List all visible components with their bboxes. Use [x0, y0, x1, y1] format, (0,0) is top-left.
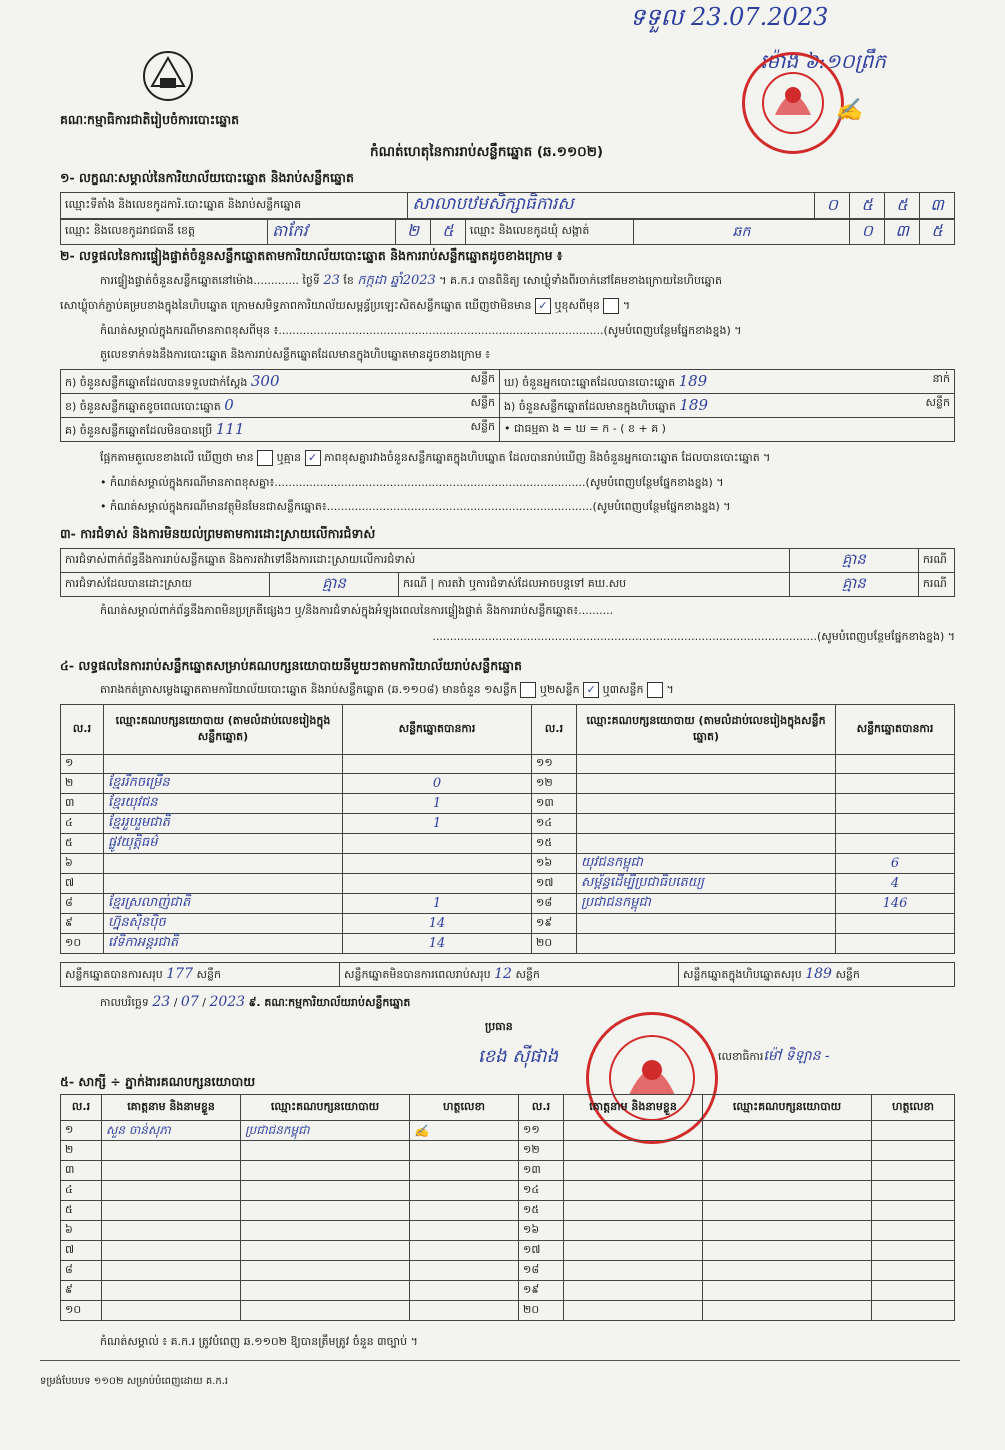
committee-name: គណៈកម្មាធិការជាតិរៀបចំការបោះឆ្នោត — [60, 112, 240, 127]
witness-no: ១ — [61, 1121, 102, 1141]
party-votes: 0 — [343, 774, 532, 794]
table-intro: តួលេខទាក់ទងនឹងការបោះឆ្នោត និងការរាប់សន្លឹកឆ្នោតដែលមានក្នុងហិបឆ្នោតមានដូចខាងក្រោម ៖ — [100, 348, 491, 361]
complaints-note-2: ..............................................................................................................(សូមបំពេញបន្ថែមផ្នែកខាងខ្នង) ។ — [432, 630, 955, 643]
verify-day: 23 — [323, 273, 340, 288]
date-line: កាលបរិច្ឆេទ 23 / 07 / 2023 ៩. គណៈកម្មការិយាល័យរាប់សន្លឹកឆ្នោត — [100, 994, 411, 1010]
checkbox-correct[interactable]: ✓ — [535, 298, 551, 314]
party-no: ២ — [61, 774, 104, 794]
party-name: យុវជនកម្ពុជា — [577, 854, 836, 874]
party-name — [577, 814, 836, 834]
party-votes — [836, 794, 955, 814]
section-4-sheets: តារាងកត់ត្រាសម្លេងឆ្នោតតាមការិយាល័យបោះឆ្នោត និងរាប់សន្លឹកឆ្នោត (ឆ.១១០៨) មានចំនួន ១សន្លឹក ឬ២សន្លឹក ✓ ឬ៣សន្លឹក ។ — [100, 683, 674, 696]
witness-no: ៩ — [61, 1281, 102, 1301]
witness-signature — [872, 1241, 955, 1261]
witness-signature — [872, 1281, 955, 1301]
party-name: ខ្មែរស្រលាញ់ជាតិ — [104, 894, 343, 914]
section-2-paragraph: ការផ្ទៀងផ្ទាត់ចំនួនសន្លឹកឆ្នោតនៅម៉ោង............. ថ្ងៃទី 23 ខែ កក្កដា ឆ្នាំ2023 ។ គ.ក.រ បានពិនិត្យ សោឃ្លុំទាំងពីរចាក់នៅគែមខាងក្រោយនៃហិបឆ្នោត — [100, 273, 722, 288]
col-party-left: ឈ្មោះគណបក្សនយោបាយ (តាមលំដាប់លេខរៀងក្នុងសន្លឹកឆ្នោត) — [104, 705, 343, 755]
province-digit-2: ៥ — [431, 220, 466, 245]
footer-form-code: ទម្រង់បែបបទ ១១០២ សម្រាប់បំពេញដោយ គ.ក.រ — [40, 1376, 229, 1387]
vote-totals — [60, 962, 955, 987]
province-digit-1: ២ — [396, 220, 431, 245]
witness-name — [102, 1281, 241, 1301]
party-name — [104, 874, 343, 894]
party-no: ១៧ — [532, 874, 577, 894]
note-mismatch: កំណត់សម្គាល់ក្នុងករណីមានភាពខុសពីមុន ៖.............................................................................................(សូមបំពេញបន្ថែមផ្នែកខាងខ្នង) ។ — [100, 324, 742, 337]
section-5-title: ៥- សាក្សី ÷ ភ្នាក់ងារគណបក្សនយោបាយ — [60, 1074, 256, 1089]
party-name: ប្រជាជនកម្ពុជា — [577, 894, 836, 914]
witness-party — [703, 1301, 872, 1321]
witness-no: ១១ — [519, 1121, 564, 1141]
party-no: ១ — [61, 755, 104, 774]
secretary-line: លេខាធិការម៉ៅ ទិឡាន - — [718, 1048, 830, 1064]
witness-row — [61, 1241, 955, 1261]
party-name: វេទិកាអន្តរជាតិ — [104, 934, 343, 954]
party-no: ២០ — [532, 934, 577, 954]
witness-party — [703, 1121, 872, 1141]
witness-signature — [872, 1161, 955, 1181]
party-no: ១៦ — [532, 854, 577, 874]
witness-no: ១៩ — [519, 1281, 564, 1301]
w-col-name-right: គោត្តនាម និងនាមខ្លួន — [564, 1095, 703, 1121]
complaints-label-3: ករណី | ការតវ៉ា ឬការជំទាស់ដែលអាចបន្តទៅ គឃ.សប — [399, 573, 790, 597]
complaints-unit-1: ករណី — [918, 549, 954, 573]
party-votes — [836, 774, 955, 794]
checkbox-none[interactable]: ✓ — [305, 450, 321, 466]
party-no: ៩ — [61, 914, 104, 934]
party-votes — [343, 854, 532, 874]
witness-name — [102, 1301, 241, 1321]
witness-party — [241, 1241, 410, 1261]
section-1-title: ១- លក្ខណៈសម្គាល់នៃការិយាល័យបោះឆ្នោត និងរាប់សន្លឹកឆ្នោត — [60, 170, 354, 185]
party-no: ១០ — [61, 934, 104, 954]
party-row — [61, 934, 955, 954]
section-1-table — [60, 192, 955, 219]
checkbox-1-sheet[interactable] — [520, 682, 536, 698]
party-votes: 14 — [343, 934, 532, 954]
witness-no: ១៥ — [519, 1201, 564, 1221]
witness-party — [703, 1141, 872, 1161]
complaints-label-2: ការជំទាស់ដែលបានដោះស្រាយ — [61, 573, 270, 597]
section-1-table-row2 — [60, 219, 955, 245]
party-votes — [343, 834, 532, 854]
party-no: ៣ — [61, 794, 104, 814]
col-party-right: ឈ្មោះគណបក្សនយោបាយ (តាមលំដាប់លេខរៀងក្នុងសន្លឹកឆ្នោត) — [577, 705, 836, 755]
witness-no: ២ — [61, 1141, 102, 1161]
witness-signature — [410, 1241, 519, 1261]
w-col-no-right: ល.រ — [519, 1095, 564, 1121]
witness-row — [61, 1301, 955, 1321]
w-col-name-left: គោត្តនាម និងនាមខ្លួន — [102, 1095, 241, 1121]
witness-name — [102, 1201, 241, 1221]
party-votes — [836, 934, 955, 954]
witness-no: ១៦ — [519, 1221, 564, 1241]
verify-month: កក្កដា ឆ្នាំ2023 — [357, 273, 436, 288]
checkbox-has[interactable] — [257, 450, 273, 466]
w-col-party-left: ឈ្មោះគណបក្សនយោបាយ — [241, 1095, 410, 1121]
party-no: ៨ — [61, 894, 104, 914]
witness-name — [564, 1221, 703, 1241]
w-col-sign-left: ហត្ថលេខា — [410, 1095, 519, 1121]
party-row — [61, 914, 955, 934]
commune-digit-1: ០ — [850, 220, 885, 245]
party-no: ៤ — [61, 814, 104, 834]
row-c: គ) ចំនួនសន្លឹកឆ្នោតដែលមិនបានប្រើ 111 សន្លឹក — [61, 418, 500, 442]
formula: • ជាធម្មតា ង = ឃ = ក - ( ខ + គ ) — [500, 418, 955, 442]
compare-line: ផ្អែកតាមតួលេខខាងលើ ឃើញថា មាន ឬគ្មាន ✓ ភាពខុសគ្នារវាងចំនួនសន្លឹកឆ្នោតក្នុងហិបឆ្នោត ដែលបានរាប់ឃើញ និងចំនួនអ្នកបោះឆ្នោត ដែលបានបោះឆ្នោត ។ — [100, 451, 771, 464]
witness-signature — [410, 1181, 519, 1201]
party-votes — [343, 755, 532, 774]
received-date: ទទួល 23.07.2023 — [630, 3, 829, 31]
witness-no: ៧ — [61, 1241, 102, 1261]
label-province: ឈ្មោះ និងលេខកូដរាជធានី ខេត្ត — [61, 220, 268, 245]
witness-no: ២០ — [519, 1301, 564, 1321]
w-col-no-left: ល.រ — [61, 1095, 102, 1121]
witness-party — [703, 1181, 872, 1201]
party-votes — [836, 914, 955, 934]
party-no: ១២ — [532, 774, 577, 794]
party-row — [61, 874, 955, 894]
witness-name — [564, 1181, 703, 1201]
total-invalid: សន្លឹកឆ្នោតមិនបានការពេលរាប់សរុប 12 សន្លឹក — [340, 963, 679, 987]
complaints-value-3: គ្មាន — [789, 573, 918, 597]
witness-no: ១៨ — [519, 1261, 564, 1281]
emblem-icon — [745, 55, 841, 151]
party-no: ១៨ — [532, 894, 577, 914]
witness-no: ៥ — [61, 1201, 102, 1221]
ballot-count-table — [60, 369, 955, 442]
witness-signature — [410, 1201, 519, 1221]
witness-no: ៨ — [61, 1261, 102, 1281]
witness-row — [61, 1181, 955, 1201]
party-no: ៦ — [61, 854, 104, 874]
witness-row — [61, 1161, 955, 1181]
party-name: ផ្លូវយុត្តិធម៌ — [104, 834, 343, 854]
station-digit-4: ៣ — [920, 193, 955, 219]
witness-name — [102, 1141, 241, 1161]
station-digit-3: ៥ — [885, 193, 920, 219]
party-no: ១៤ — [532, 814, 577, 834]
col-votes-left: សន្លឹកឆ្នោតបានការ — [343, 705, 532, 755]
witness-row — [61, 1141, 955, 1161]
party-no: ១៩ — [532, 914, 577, 934]
party-votes — [836, 834, 955, 854]
province-value: តាកែវ — [268, 220, 396, 245]
party-name: ខ្មែរយុវជន — [104, 794, 343, 814]
party-name — [577, 934, 836, 954]
received-time: ម៉ោង ៦:១០ព្រឹក — [760, 49, 886, 73]
party-votes — [836, 755, 955, 774]
checkbox-2-sheets[interactable]: ✓ — [583, 682, 599, 698]
complaints-table — [60, 548, 955, 597]
col-no-left: ល.រ — [61, 705, 104, 755]
witness-name — [564, 1261, 703, 1281]
party-name: ខ្មែររួបរួមជាតិ — [104, 814, 343, 834]
witness-signature — [410, 1161, 519, 1181]
witness-party — [703, 1201, 872, 1221]
section-2-paragraph-2: សោឃ្លុំចាក់ភ្ជាប់គម្របខាងក្នុងនៃហិបឆ្នោត ក្រោមសមិទ្ធភាពការិយាល័យសម្ពន្ធ័ប្រឡេះសិតសន្លឹកឆ្នោត ឃើញថាមិនមាន ✓ ឬខុសពីមុន ។ — [60, 299, 631, 312]
witness-name — [564, 1161, 703, 1181]
witness-party: ប្រជាជនកម្ពុជា — [241, 1121, 410, 1141]
nec-logo-icon — [140, 48, 196, 104]
witness-party — [241, 1221, 410, 1241]
party-votes: 1 — [343, 794, 532, 814]
witness-signature — [410, 1221, 519, 1241]
party-results-table — [60, 704, 955, 954]
witness-signature — [872, 1261, 955, 1281]
witness-name — [102, 1221, 241, 1241]
witness-signature — [410, 1301, 519, 1321]
chairman-label: ប្រធាន — [485, 1020, 513, 1033]
witness-signature — [410, 1261, 519, 1281]
party-no: ១៣ — [532, 794, 577, 814]
party-votes — [343, 874, 532, 894]
witness-party — [703, 1281, 872, 1301]
checkbox-3-sheets[interactable] — [647, 682, 663, 698]
witness-no: ១៧ — [519, 1241, 564, 1261]
witness-signature — [872, 1221, 955, 1241]
row-b: ខ) ចំនួនសន្លឹកឆ្នោតខូចពេលបោះឆ្នោត 0 សន្លឹក — [61, 394, 500, 418]
witness-row — [61, 1281, 955, 1301]
party-row — [61, 834, 955, 854]
witness-row — [61, 1261, 955, 1281]
witness-party — [703, 1261, 872, 1281]
row-a: ក) ចំនួនសន្លឹកឆ្នោតដែលបានទទួលជាក់ស្តែង 300 សន្លឹក — [61, 370, 500, 394]
chairman-name: ខេង ស៊ីផាង — [478, 1046, 558, 1067]
party-name — [577, 755, 836, 774]
section-4-title: ៤- លទ្ធផលនៃការរាប់សន្លឹកឆ្នោតសម្រាប់គណបក្សនយោបាយនីមួយៗតាមការិយាល័យរាប់សន្លឹកឆ្នោត — [60, 658, 522, 673]
party-name: ហ្វ៊ុនស៊ិនប៉ិច — [104, 914, 343, 934]
total-valid: សន្លឹកឆ្នោតបានការសរុប 177 សន្លឹក — [61, 963, 340, 987]
party-no: ១៥ — [532, 834, 577, 854]
witness-name — [564, 1241, 703, 1261]
party-name: សម្ព័ន្ធដើម្បីប្រជាធិបតេយ្យ — [577, 874, 836, 894]
witness-party — [241, 1261, 410, 1281]
witness-signature — [872, 1201, 955, 1221]
party-votes: 4 — [836, 874, 955, 894]
witness-name — [102, 1241, 241, 1261]
complaints-unit-3: ករណី — [918, 573, 954, 597]
party-row — [61, 774, 955, 794]
footer-note: កំណត់សម្គាល់ ៖ គ.ក.រ ត្រូវបំពេញ ឆ.១១០២ ឱ្យបានត្រឹមត្រូវ ចំនួន ៣ច្បាប់ ។ — [100, 1335, 418, 1348]
signature-top: ✍ — [835, 98, 863, 123]
complaints-value-1: គ្មាន — [789, 549, 918, 573]
witness-name — [564, 1141, 703, 1161]
party-name — [577, 914, 836, 934]
party-name — [104, 755, 343, 774]
witness-signature — [872, 1121, 955, 1141]
party-row — [61, 894, 955, 914]
commune-digit-2: ៣ — [885, 220, 920, 245]
party-no: ១១ — [532, 755, 577, 774]
witness-no: ១០ — [61, 1301, 102, 1321]
commune-value: ឆក — [633, 220, 850, 245]
witness-name: សួន ចាន់សុភា — [102, 1121, 241, 1141]
official-stamp-top — [742, 52, 844, 154]
party-name — [577, 834, 836, 854]
party-no: ៥ — [61, 834, 104, 854]
witness-table — [60, 1094, 955, 1321]
witness-no: ១២ — [519, 1141, 564, 1161]
witness-party — [703, 1241, 872, 1261]
witness-row — [61, 1221, 955, 1241]
witness-party — [241, 1201, 410, 1221]
commune-digit-3: ៥ — [920, 220, 955, 245]
w-col-party-right: ឈ្មោះគណបក្សនយោបាយ — [703, 1095, 872, 1121]
party-row — [61, 755, 955, 774]
section-2-title: ២- លទ្ធផលនៃការផ្ទៀងផ្ទាត់ចំនួនសន្លឹកឆ្នោតតាមការិយាល័យបោះឆ្នោត និងការរាប់សន្លឹកឆ្នោតដូចខាងក្រោម ៖ — [60, 248, 563, 263]
witness-party — [241, 1181, 410, 1201]
witness-party — [241, 1161, 410, 1181]
witness-name — [564, 1201, 703, 1221]
party-results-body — [61, 755, 955, 954]
col-no-right: ល.រ — [532, 705, 577, 755]
checkbox-wrong[interactable] — [603, 298, 619, 314]
witness-no: ៦ — [61, 1221, 102, 1241]
bullet-note-1: • កំណត់សម្គាល់ក្នុងករណីមានភាពខុសគ្នា៖.........................................................................................(សូមបំពេញបន្ថែមផ្នែកខាងខ្នង) ។ — [100, 476, 724, 489]
complaints-note: កំណត់សម្គាល់ពាក់ព័ន្ធនឹងភាពមិនប្រក្រតីផ្សេងៗ ឬ/និងការជំទាស់ក្នុងអំឡុងពេលនៃការផ្ទៀងផ្ទាត់ និងការរាប់សន្លឹកឆ្នោត៖.......... — [100, 604, 614, 617]
complaints-label-1: ការជំទាស់ពាក់ព័ន្ធនឹងការរាប់សន្លឹកឆ្នោត និងការតវ៉ាទៅនឹងការដោះស្រាយលើការជំទាស់ — [61, 549, 790, 573]
station-name-value: សាលាបឋមសិក្សាធិការស — [408, 193, 815, 219]
bullet-note-2: • កំណត់សម្គាល់ក្នុងករណីមានវត្ថុមិនមែនជាសន្លឹកឆ្នោត៖............................................................................(សូមបំពេញបន្ថែមផ្នែកខាងខ្នង) ។ — [100, 500, 731, 513]
party-row — [61, 854, 955, 874]
witness-signature — [410, 1141, 519, 1161]
party-name — [104, 854, 343, 874]
witness-name — [102, 1181, 241, 1201]
witness-party — [241, 1281, 410, 1301]
party-row — [61, 814, 955, 834]
party-votes: 1 — [343, 814, 532, 834]
party-no: ៧ — [61, 874, 104, 894]
witness-party — [703, 1221, 872, 1241]
party-votes: 1 — [343, 894, 532, 914]
complaints-value-2: គ្មាន — [270, 573, 399, 597]
witness-signature — [872, 1301, 955, 1321]
witness-party — [241, 1301, 410, 1321]
witness-body — [61, 1121, 955, 1321]
witness-no: ៤ — [61, 1181, 102, 1201]
party-row — [61, 794, 955, 814]
party-votes: 14 — [343, 914, 532, 934]
label-commune: ឈ្មោះ និងលេខកូដឃុំ សង្កាត់ — [465, 220, 633, 245]
section-3-title: ៣- ការជំទាស់ និងការមិនយល់ព្រមតាមការដោះស្រាយលើការជំទាស់ — [60, 526, 376, 541]
witness-no: ១៤ — [519, 1181, 564, 1201]
col-votes-right: សន្លឹកឆ្នោតបានការ — [836, 705, 955, 755]
witness-name — [564, 1301, 703, 1321]
witness-signature — [872, 1141, 955, 1161]
witness-signature: ✍ — [410, 1121, 519, 1141]
witness-signature — [410, 1281, 519, 1301]
station-digit-1: ០ — [815, 193, 850, 219]
witness-no: ៣ — [61, 1161, 102, 1181]
witness-row — [61, 1121, 955, 1141]
row-d: ឃ) ចំនួនអ្នកបោះឆ្នោតដែលបានបោះឆ្នោត 189 នាក់ — [500, 370, 955, 394]
total-box: សន្លឹកឆ្នោតក្នុងហិបឆ្នោតសរុប 189 សន្លឹក — [679, 963, 955, 987]
station-digit-2: ៥ — [850, 193, 885, 219]
witness-row — [61, 1201, 955, 1221]
party-votes — [836, 814, 955, 834]
witness-name — [564, 1121, 703, 1141]
witness-party — [703, 1161, 872, 1181]
row-e: ង) ចំនួនសន្លឹកឆ្នោតដែលមានក្នុងហិបឆ្នោត 189 សន្លឹក — [500, 394, 955, 418]
party-votes: 146 — [836, 894, 955, 914]
witness-name — [102, 1161, 241, 1181]
witness-name — [102, 1261, 241, 1281]
witness-no: ១៣ — [519, 1161, 564, 1181]
footer-divider — [40, 1360, 960, 1361]
party-votes: 6 — [836, 854, 955, 874]
party-name — [577, 774, 836, 794]
page-title: កំណត់ហេតុនៃការរាប់សន្លឹកឆ្នោត (ឆ.១១០២) — [370, 144, 604, 160]
party-name — [577, 794, 836, 814]
party-name: ខ្មែររីកចម្រើន — [104, 774, 343, 794]
w-col-sign-right: ហត្ថលេខា — [872, 1095, 955, 1121]
witness-name — [564, 1281, 703, 1301]
witness-signature — [872, 1181, 955, 1201]
label-station-name: ឈ្មោះទីតាំង និងលេខកូដការិ.បោះឆ្នោត និងរាប់សន្លឹកឆ្នោត — [61, 193, 408, 219]
witness-party — [241, 1141, 410, 1161]
